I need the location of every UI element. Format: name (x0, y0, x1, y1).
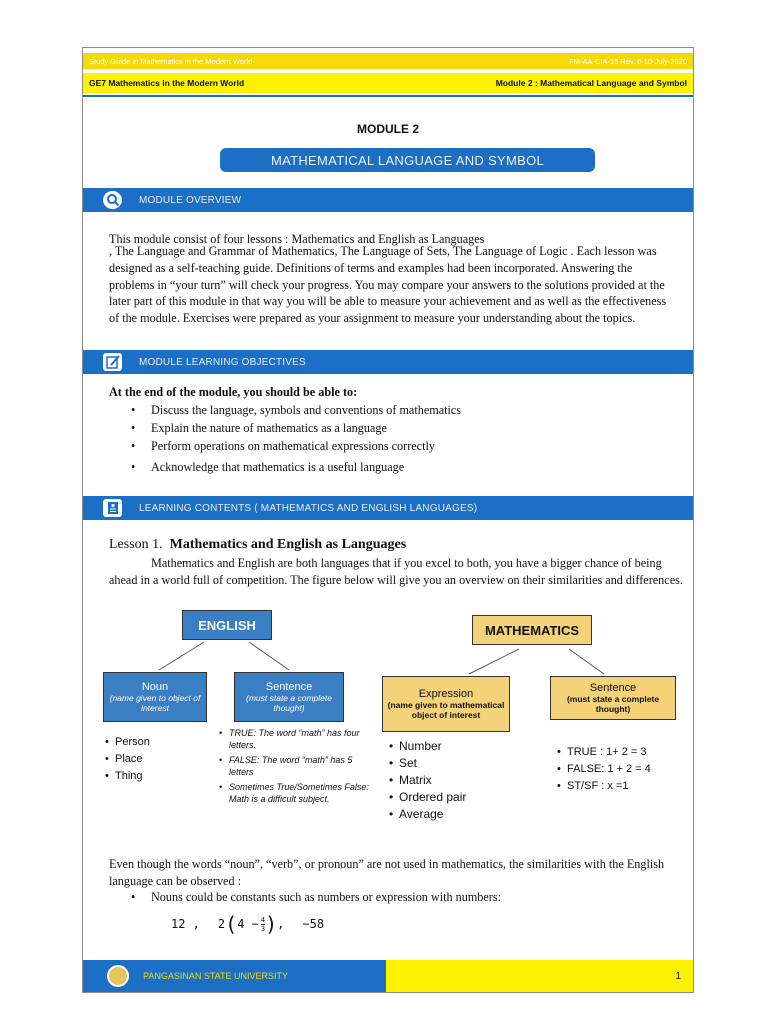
english-sentence-example: • Sometimes True/Sometimes False: Math is a difficult subject. (219, 782, 369, 805)
noun-math-examples (171, 912, 324, 936)
objective-item: • Acknowledge that mathematics is a useful language (131, 458, 461, 476)
noun-examples (105, 734, 150, 785)
english-sentence-example: • TRUE: The word “math” has four letters. (219, 728, 369, 751)
math-example-negative: −58 (302, 917, 325, 931)
objective-item: • Discuss the language, symbols and conventions of mathematics (131, 401, 461, 419)
fraction: $\frac{4}{3}$ (260, 915, 266, 933)
nouns-bullet: • Nouns could be constants such as numbers or expression with numbers: (131, 890, 501, 905)
math-sentence-title: Sentence (589, 682, 637, 694)
math-example-expression: 2 ( 4 − $\frac{4}{3}$ ) , (217, 912, 285, 936)
lesson-number: Lesson 1. (109, 537, 163, 552)
similarities-paragraph: Even though the words “noun”, “verb”, or pronoun” are not used in mathematics, the similarities with the English language can be observed : (109, 857, 665, 888)
header-divider (83, 95, 693, 97)
expression-examples (389, 738, 466, 823)
english-sentence-title: Sentence (265, 681, 313, 693)
footer-university-bar (83, 960, 386, 992)
study-guide-label: Study Guide in Mathematics in the Modern World (89, 56, 253, 66)
section-bar-objectives (83, 350, 693, 374)
math-sentence-example: • FALSE: 1 + 2 = 4 (557, 761, 651, 778)
expression-title: Expression (418, 688, 474, 700)
english-sentence-examples (219, 728, 369, 805)
lesson-intro: Mathematics and English are both languages that if you excel to both, you have a bigger chance of being ahead in a world full of competition. The figure below will give you an overview on their similarities and differences. (109, 556, 683, 587)
expression-example: • Matrix (389, 772, 466, 789)
noun-box (103, 672, 207, 722)
math-title-box: MATHEMATICS (472, 615, 592, 645)
math-sentence-example: • TRUE : 1+ 2 = 3 (557, 744, 651, 761)
expression-example: • Number (389, 738, 466, 755)
module-reference: Module 2 : Mathematical Language and Symbol (495, 78, 687, 88)
overview-first-line: This module consist of four lessons : Mathematics and English as Languages (109, 232, 485, 246)
overview-body: , The Language and Grammar of Mathematics, The Language of Sets, The Language of Logic . Each lesson was designed as a self-teaching guide. Definitions of terms and examples had been incorporated. Answering the problems in “your turn” will check your progress. You may compare your answers to the solutions provided at the later part of this module in that way you will be able to measure your achievement and as well as the effectiveness of the module. Exercises were prepared as your assignment to measure your understanding about the topics. (109, 244, 667, 326)
module-title-banner: MATHEMATICAL LANGUAGE AND SYMBOL (220, 148, 595, 172)
math-sentence-examples (557, 744, 651, 795)
section-label-objectives: MODULE LEARNING OBJECTIVES (139, 356, 306, 368)
expression-example: • Average (389, 806, 466, 823)
pencil-note-icon (103, 353, 122, 371)
section-bar-overview (83, 188, 693, 212)
english-sentence-subtitle: (must state a complete thought) (246, 693, 332, 713)
university-name: PANGASINAN STATE UNIVERSITY (143, 971, 289, 981)
lesson-title (109, 537, 406, 553)
page-number: 1 (675, 970, 681, 982)
document-page (82, 47, 694, 993)
noun-example: • Thing (105, 768, 150, 785)
header-strip-top (83, 53, 693, 69)
footer-page-bar (386, 960, 694, 992)
objective-item: • Perform operations on mathematical expressions correctly (131, 437, 461, 455)
section-label-contents: LEARNING CONTENTS ( MATHEMATICS AND ENGLISH LANGUAGES) (139, 502, 478, 514)
header-strip-course (83, 73, 693, 93)
module-number: MODULE 2 (356, 122, 419, 136)
course-title: GE7 Mathematics in the Modern World (89, 78, 245, 88)
noun-example: • Place (105, 751, 150, 768)
math-sentence-example: • ST/SF : x =1 (557, 778, 651, 795)
english-sentence-example: • FALSE: The word “math” has 5 letters (219, 755, 369, 778)
section-label-overview: MODULE OVERVIEW (139, 194, 242, 206)
section-bar-contents (83, 496, 693, 520)
expression-example: • Ordered pair (389, 789, 466, 806)
expression-subtitle: (name given to mathematical object of interest (387, 700, 505, 720)
university-seal-icon (107, 965, 129, 987)
expression-box (382, 676, 510, 732)
overview-paragraph (109, 233, 679, 327)
english-sentence-box (234, 672, 344, 722)
noun-example: • Person (105, 734, 150, 751)
objective-item: • Explain the nature of mathematics as a language (131, 419, 461, 437)
lesson-name: Mathematics and English as Languages (169, 537, 407, 552)
math-sentence-subtitle: (must state a complete thought) (566, 694, 660, 714)
noun-subtitle: (name given to object of interest (109, 693, 201, 713)
math-example-12: 12 , (171, 917, 200, 931)
magnifier-icon (103, 191, 122, 209)
expression-example: • Set (389, 755, 466, 772)
objectives-list (131, 401, 461, 476)
comparison-figure (99, 604, 683, 844)
english-title-box: ENGLISH (182, 610, 272, 640)
math-sentence-box (550, 676, 676, 720)
objectives-heading: At the end of the module, you should be able to: (109, 385, 358, 399)
document-icon (103, 499, 122, 517)
form-code: FM-AA-CIA-15 Rev. 0 10-July-2020 (569, 56, 687, 66)
noun-title: Noun (141, 681, 169, 693)
